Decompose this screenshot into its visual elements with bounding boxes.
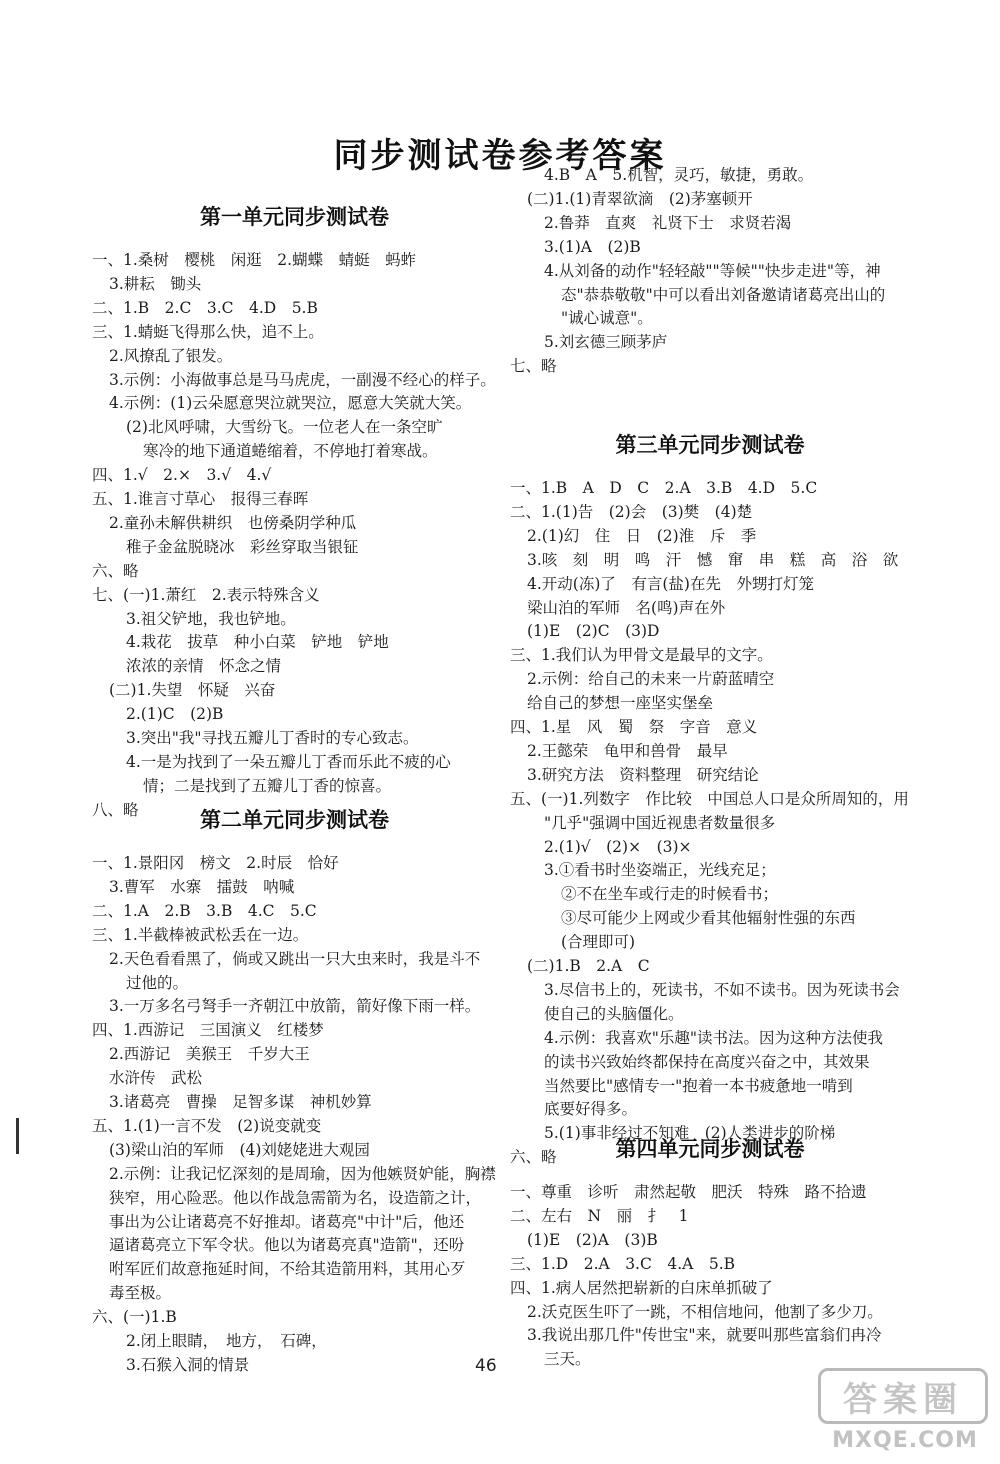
answer-line: (二)1.B 2.A C [527, 957, 650, 975]
section-heading: 第四单元同步测试卷 [615, 1137, 805, 1161]
answer-line: 3.尽信书上的，死读书，不如不读书。因为死读书会 [544, 980, 900, 999]
answer-line: 3.祖父铲地，我也铲地。 [126, 609, 296, 628]
section-heading: 第三单元同步测试卷 [615, 433, 805, 457]
page-title: 同步测试卷参考答案 [333, 136, 667, 176]
answer-line: (1)E (2)A (3)B [527, 1230, 658, 1249]
answer-line: 一、1.景阳冈 榜文 2.时辰 恰好 [92, 854, 339, 872]
answer-line: 八、略 [92, 800, 139, 819]
answer-line: 5.(1)事非经过不知难 (2)人类进步的阶梯 [544, 1124, 836, 1143]
answer-line: 4.示例：(1)云朵愿意哭泣就哭泣，愿意大笑就大笑。 [109, 394, 472, 413]
watermark-stamp: 答案圈 [818, 1368, 988, 1424]
margin-mark [16, 1118, 19, 1154]
answer-line: 3.(1)A (2)B [544, 237, 641, 256]
answer-line: 3.石猴入洞的情景 [126, 1355, 250, 1374]
answer-line: 咐军匠们故意拖延时间，不给其造箭用料，其用心歹 [109, 1260, 466, 1279]
answer-line: (合理即可) [561, 933, 636, 952]
answer-line: 3.咳 刻 明 鸣 汗 憾 窜 串 糕 高 浴 欲 [527, 550, 899, 569]
answer-line: 四、1.病人居然把崭新的白床单抓破了 [510, 1278, 773, 1297]
answer-line: 底要好得多。 [544, 1100, 638, 1119]
answer-line: 稚子金盆脱晓冰 彩丝穿取当银钲 [126, 537, 359, 556]
answer-line: 三、1.D 2.A 3.C 4.A 5.B [510, 1254, 736, 1273]
answer-line: 四、1.√ 2.× 3.√ 4.√ [92, 466, 272, 485]
section-heading: 第二单元同步测试卷 [200, 808, 389, 832]
answer-line: 毒至极。 [109, 1284, 172, 1303]
answer-line: 2.西游记 美猴王 千岁大王 [109, 1045, 310, 1064]
answer-line: 2.天色看看黑了，倘或又跳出一只大虫来时，我是斗不 [109, 949, 481, 968]
answer-line: 四、1.星 风 蜀 祭 字音 意义 [510, 718, 758, 736]
section-heading: 第一单元同步测试卷 [200, 205, 389, 229]
answer-line: (1)E (2)C (3)D [527, 622, 660, 641]
answer-line: 使自己的头脑僵化。 [544, 1004, 684, 1023]
answer-line: (3)梁山泊的军师 (4)刘姥姥进大观园 [109, 1140, 370, 1159]
watermark-url: MXQE.COM [832, 1428, 978, 1453]
answer-line: 2.童孙未解供耕织 也傍桑阴学种瓜 [109, 513, 357, 532]
answer-line: 3.耕耘 锄头 [109, 274, 202, 293]
answer-line: 七、略 [510, 357, 557, 376]
answer-line: 3.一万多名弓弩手一齐朝江中放箭，箭好像下雨一样。 [109, 997, 481, 1016]
answer-line: 3.我说出那几件"传世宝"来，就要叫那些富翁们冉冷 [527, 1326, 882, 1345]
answer-line: 3.①看书时坐姿端正，光线充足； [544, 861, 776, 880]
answer-line: 2.(1)幻 住 日 (2)淮 斥 季 [527, 526, 757, 545]
answer-line: 2.沃克医生吓了一跳，不相信地问，他割了多少刀。 [527, 1302, 883, 1321]
answer-line: 4.B A 5.机智，灵巧，敏捷，勇敢。 [544, 166, 814, 184]
answer-line: 水浒传 武松 [109, 1069, 203, 1088]
answer-line: 六、略 [510, 1148, 557, 1167]
answer-line: 3.研究方法 资料整理 研究结论 [527, 765, 759, 784]
answer-line: 寒冷的地下通道蜷缩着，不停地打着寒战。 [143, 442, 438, 461]
answer-line: 二、1.A 2.B 3.B 4.C 5.C [92, 901, 317, 920]
answer-line: 三天。 [544, 1350, 591, 1369]
answer-line: 态"恭恭敬敬"中可以看出刘备邀请诸葛亮出山的 [561, 285, 886, 304]
answer-line: 3.曹军 水寨 擂鼓 呐喊 [109, 877, 295, 896]
answer-line: 4.示例：我喜欢"乐趣"读书法。因为这种方法使我 [544, 1028, 884, 1047]
answer-line: 过他的。 [126, 973, 189, 992]
answer-line: 一、1.桑树 樱桃 闲逛 2.蝴蝶 蜻蜓 蚂蚱 [92, 251, 417, 269]
answer-line: 五、(一)1.列数字 作比较 中国总人口是众所周知的，用 [510, 789, 909, 808]
answer-line: 2.(1)C (2)B [126, 705, 224, 724]
answer-line: 梁山泊的军师 名(鸣)声在外 [527, 598, 726, 617]
watermark-logo [818, 1368, 988, 1458]
answer-line: 一、1.B A D C 2.A 3.B 4.D 5.C [510, 479, 818, 497]
answer-line: 三、1.蜻蜓飞得那么快，追不上。 [92, 322, 324, 341]
answer-line: 5.刘玄德三顾茅庐 [544, 333, 668, 352]
answer-line: 3.示例：小海做事总是马马虎虎，一副漫不经心的样子。 [109, 370, 496, 389]
answer-line: 4.开动(冻)了 有言(盐)在先 外甥打灯笼 [527, 574, 814, 593]
answer-line: 逼诸葛亮立下军令状。他以为诸葛亮真"造箭"，还吩 [109, 1236, 465, 1255]
answer-line: 六、略 [92, 561, 139, 580]
answer-line: 三、1.我们认为甲骨文是最早的文字。 [510, 646, 773, 665]
answer-line: 4.从刘备的动作"轻轻敲""等候""快步走进"等，神 [544, 261, 881, 280]
answer-line: 2.鲁莽 直爽 礼贤下士 求贤若渴 [544, 213, 792, 232]
answer-line: 2.风撩乱了银发。 [109, 346, 233, 365]
answer-line: ③尽可能少上网或少看其他辐射性强的东西 [561, 909, 856, 928]
answer-line: 四、1.西游记 三国演义 红楼梦 [92, 1021, 324, 1040]
answer-line: 的读书兴致始终都保持在高度兴奋之中，其效果 [544, 1052, 870, 1071]
answer-line: "诚心诚意"。 [561, 309, 653, 328]
answer-line: 4.栽花 拔草 种小白菜 铲地 铲地 [126, 633, 389, 652]
answer-line: 二、1.(1)告 (2)会 (3)樊 (4)楚 [510, 502, 753, 521]
answer-line: 情；二是找到了五瓣儿丁香的惊喜。 [143, 776, 392, 795]
answer-line: 2.(1)√ (2)× (3)× [544, 837, 692, 856]
answer-line: (二)1.(1)青翠欲滴 (2)茅塞顿开 [527, 189, 753, 208]
answer-line: 给自己的梦想一座坚实堡垒 [527, 694, 714, 713]
answer-line: 浓浓的亲情 怀念之情 [126, 657, 282, 676]
page-number: 46 [475, 1356, 497, 1376]
answer-line: 2.闭上眼睛， 地方， 石碑， [126, 1332, 327, 1350]
answer-line: "几乎"强调中国近视患者数量很多 [544, 813, 776, 832]
answer-line: 2.示例：让我记忆深刻的是周瑜，因为他嫉贤妒能，胸襟 [109, 1164, 496, 1183]
answer-line: 一、尊重 诊听 肃然起敬 肥沃 特殊 路不拾遗 [510, 1183, 867, 1201]
answer-line: 七、(一)1.萧红 2.表示特殊含义 [92, 585, 320, 604]
answer-line: 二、左右 N 丽 扌 1 [510, 1206, 689, 1225]
answer-line: 二、1.B 2.C 3.C 4.D 5.B [92, 298, 318, 317]
answer-line: 2.王懿荣 龟甲和兽骨 最早 [527, 741, 728, 760]
answer-line: 狭窄，用心险恶。他以作战急需箭为名，设造箭之计， [109, 1188, 482, 1207]
answer-line: 六、(一)1.B [92, 1308, 177, 1327]
answer-line: 3.诸葛亮 曹操 足智多谋 神机妙算 [109, 1093, 372, 1111]
answer-line: 2.示例：给自己的未来一片蔚蓝晴空 [527, 670, 775, 689]
answer-line: 事出为公让诸葛亮不好推却。诸葛亮"中计"后，他还 [109, 1212, 465, 1231]
answer-line: 当然要比"感情专一"抱着一本书疲惫地一啃到 [544, 1076, 853, 1095]
answer-line: 3.突出"我"寻找五瓣儿丁香时的专心致志。 [126, 729, 419, 747]
answer-line: (2)北风呼啸，大雪纷飞。一位老人在一条空旷 [126, 418, 443, 437]
answer-line: 五、1.(1)一言不发 (2)说变就变 [92, 1116, 322, 1135]
answer-line: 4.一是为找到了一朵五瓣儿丁香而乐此不疲的心 [126, 752, 451, 771]
answer-line: 三、1.半截棒被武松丢在一边。 [92, 925, 309, 944]
answer-line: (二)1.失望 怀疑 兴奋 [109, 681, 276, 700]
answer-line: ②不在坐车或行走的时候看书； [561, 885, 779, 904]
answer-line: 五、1.谁言寸草心 报得三春晖 [92, 490, 309, 508]
